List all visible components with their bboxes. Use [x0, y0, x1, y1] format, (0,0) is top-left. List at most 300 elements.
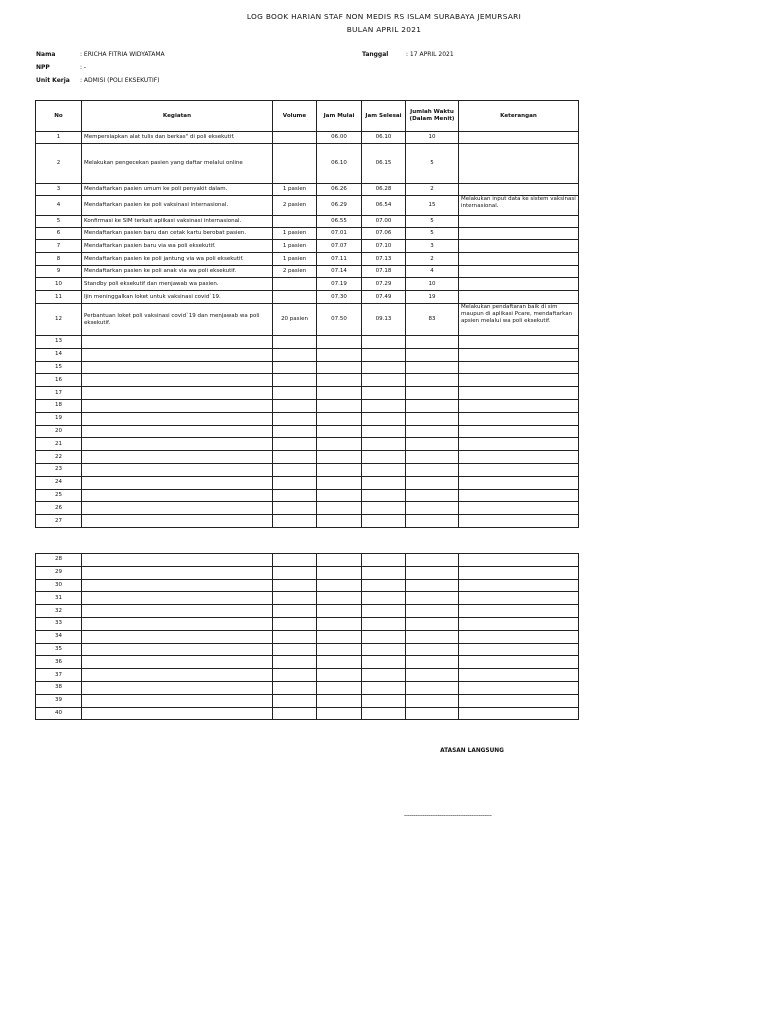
cell-empty — [459, 669, 579, 682]
cell-jam-selesai: 06.15 — [362, 144, 406, 184]
table-row — [36, 144, 579, 184]
cell-jam-mulai: 07.01 — [317, 228, 362, 240]
cell-jumlah-waktu: 15 — [406, 196, 459, 216]
table-row — [36, 451, 579, 464]
cell-empty — [82, 463, 273, 476]
cell-empty — [273, 694, 317, 707]
cell-empty — [406, 643, 459, 656]
cell-empty — [273, 630, 317, 643]
cell-empty — [459, 566, 579, 579]
cell-empty — [459, 656, 579, 669]
cell-empty — [82, 374, 273, 387]
empty-rows-page-2 — [36, 554, 579, 720]
cell-empty — [82, 361, 273, 374]
table-row — [36, 566, 579, 579]
cell-no: 22 — [36, 451, 82, 464]
cell-jam-mulai: 06.26 — [317, 184, 362, 196]
cell-volume — [273, 291, 317, 304]
cell-empty — [362, 438, 406, 451]
cell-jam-selesai: 07.18 — [362, 266, 406, 278]
cell-kegiatan: Mendaftarkan pasien ke poli anak via wa poli eksekutif. — [82, 266, 273, 278]
cell-empty — [317, 387, 362, 400]
table-row — [36, 502, 579, 515]
cell-empty — [406, 412, 459, 425]
cell-empty — [459, 438, 579, 451]
cell-empty — [82, 643, 273, 656]
cell-empty — [82, 438, 273, 451]
cell-kegiatan: Mendaftarkan pasien ke poli vaksinasi internasional. — [82, 196, 273, 216]
table-row — [36, 605, 579, 618]
cell-no: 30 — [36, 579, 82, 592]
cell-empty — [362, 387, 406, 400]
table-row — [36, 361, 579, 374]
table-row — [36, 489, 579, 502]
cell-empty — [406, 502, 459, 515]
cell-empty — [459, 336, 579, 349]
header-jumlah-waktu: Jumlah Waktu (Dalam Menit) — [406, 101, 459, 132]
cell-no: 7 — [36, 240, 82, 253]
cell-no: 21 — [36, 438, 82, 451]
cell-empty — [406, 694, 459, 707]
table-row — [36, 266, 579, 278]
cell-empty — [459, 694, 579, 707]
cell-kegiatan: Standby poli eksekutif dan menjawab wa pasien. — [82, 278, 273, 291]
title-line-1: LOG BOOK HARIAN STAF NON MEDIS RS ISLAM SURABAYA JEMURSARI — [246, 12, 522, 21]
cell-empty — [82, 630, 273, 643]
cell-empty — [273, 566, 317, 579]
cell-empty — [273, 489, 317, 502]
cell-empty — [406, 399, 459, 412]
cell-no: 25 — [36, 489, 82, 502]
cell-no: 10 — [36, 278, 82, 291]
cell-no: 4 — [36, 196, 82, 216]
cell-empty — [82, 476, 273, 489]
cell-empty — [459, 630, 579, 643]
cell-jumlah-waktu: 83 — [406, 304, 459, 336]
cell-empty — [459, 387, 579, 400]
npp-value: : - — [80, 64, 87, 71]
nama-label: Nama — [36, 51, 56, 58]
signature-line: ----------------------------------------------- — [404, 812, 492, 819]
cell-empty — [273, 476, 317, 489]
cell-empty — [459, 579, 579, 592]
cell-empty — [273, 681, 317, 694]
header-keterangan: Keterangan — [459, 101, 579, 132]
cell-keterangan — [459, 278, 579, 291]
cell-keterangan — [459, 266, 579, 278]
cell-empty — [362, 592, 406, 605]
cell-empty — [273, 463, 317, 476]
cell-empty — [273, 669, 317, 682]
cell-jam-mulai: 07.50 — [317, 304, 362, 336]
cell-volume: 2 pasien — [273, 196, 317, 216]
cell-no: 31 — [36, 592, 82, 605]
cell-no: 14 — [36, 348, 82, 361]
cell-jam-mulai: 07.30 — [317, 291, 362, 304]
cell-empty — [317, 361, 362, 374]
cell-empty — [362, 361, 406, 374]
cell-jumlah-waktu: 3 — [406, 240, 459, 253]
cell-kegiatan: Perbantuan loket poli vaksinasi covid`19 dan menjawab wa poli eksekutif. — [82, 304, 273, 336]
cell-empty — [317, 438, 362, 451]
cell-empty — [459, 681, 579, 694]
unit-kerja-value: : ADMISI (POLI EKSEKUTIF) — [80, 77, 160, 84]
table-row — [36, 554, 579, 567]
cell-jumlah-waktu: 10 — [406, 132, 459, 144]
cell-empty — [459, 451, 579, 464]
table-row — [36, 228, 579, 240]
cell-no: 40 — [36, 707, 82, 720]
cell-volume: 1 pasien — [273, 240, 317, 253]
cell-empty — [317, 425, 362, 438]
table-row — [36, 579, 579, 592]
cell-kegiatan: Mempersiapkan alat tulis dan berkas" di poli eksekutif. — [82, 132, 273, 144]
cell-empty — [406, 707, 459, 720]
cell-empty — [273, 412, 317, 425]
cell-no: 38 — [36, 681, 82, 694]
cell-empty — [459, 605, 579, 618]
cell-jam-mulai: 07.14 — [317, 266, 362, 278]
table-row — [36, 399, 579, 412]
cell-empty — [459, 643, 579, 656]
cell-no: 39 — [36, 694, 82, 707]
cell-no: 13 — [36, 336, 82, 349]
cell-empty — [362, 425, 406, 438]
cell-empty — [362, 489, 406, 502]
cell-empty — [317, 566, 362, 579]
table-row — [36, 348, 579, 361]
cell-empty — [362, 502, 406, 515]
cell-empty — [362, 694, 406, 707]
table-row — [36, 304, 579, 336]
cell-empty — [317, 463, 362, 476]
cell-jam-mulai: 07.11 — [317, 253, 362, 266]
cell-keterangan — [459, 144, 579, 184]
table-row — [36, 425, 579, 438]
cell-no: 23 — [36, 463, 82, 476]
cell-jam-selesai: 07.49 — [362, 291, 406, 304]
cell-volume: 1 pasien — [273, 253, 317, 266]
cell-empty — [82, 489, 273, 502]
cell-empty — [273, 502, 317, 515]
cell-keterangan — [459, 216, 579, 228]
cell-no: 2 — [36, 144, 82, 184]
cell-empty — [406, 669, 459, 682]
cell-volume: 2 pasien — [273, 266, 317, 278]
cell-empty — [317, 515, 362, 528]
cell-keterangan — [459, 291, 579, 304]
cell-empty — [82, 694, 273, 707]
cell-keterangan — [459, 253, 579, 266]
cell-empty — [406, 554, 459, 567]
cell-kegiatan: Melakukan pengecekan pasien yang daftar melalui online — [82, 144, 273, 184]
table-row — [36, 132, 579, 144]
cell-empty — [362, 579, 406, 592]
cell-no: 29 — [36, 566, 82, 579]
cell-empty — [82, 387, 273, 400]
cell-empty — [82, 515, 273, 528]
cell-no: 9 — [36, 266, 82, 278]
cell-empty — [406, 336, 459, 349]
cell-empty — [406, 681, 459, 694]
cell-empty — [273, 387, 317, 400]
cell-jam-selesai: 07.10 — [362, 240, 406, 253]
cell-empty — [459, 476, 579, 489]
cell-empty — [362, 566, 406, 579]
cell-empty — [459, 361, 579, 374]
cell-kegiatan: Mendaftarkan pasien baru via wa poli eksekutif. — [82, 240, 273, 253]
cell-jam-mulai: 07.19 — [317, 278, 362, 291]
cell-keterangan — [459, 184, 579, 196]
cell-empty — [273, 374, 317, 387]
cell-empty — [273, 554, 317, 567]
table-row — [36, 278, 579, 291]
cell-no: 28 — [36, 554, 82, 567]
cell-empty — [459, 707, 579, 720]
cell-empty — [82, 336, 273, 349]
cell-empty — [82, 707, 273, 720]
cell-empty — [273, 605, 317, 618]
npp-label: NPP — [36, 64, 50, 71]
header-kegiatan: Kegiatan — [82, 101, 273, 132]
header-jam-mulai: Jam Mulai — [317, 101, 362, 132]
table-row — [36, 438, 579, 451]
cell-empty — [406, 463, 459, 476]
cell-jam-selesai: 06.54 — [362, 196, 406, 216]
cell-jumlah-waktu: 2 — [406, 184, 459, 196]
cell-jumlah-waktu: 5 — [406, 216, 459, 228]
cell-empty — [317, 336, 362, 349]
cell-empty — [459, 412, 579, 425]
cell-empty — [273, 425, 317, 438]
cell-empty — [317, 451, 362, 464]
cell-empty — [406, 425, 459, 438]
cell-empty — [362, 476, 406, 489]
cell-empty — [82, 451, 273, 464]
cell-empty — [362, 630, 406, 643]
cell-empty — [317, 617, 362, 630]
cell-empty — [362, 707, 406, 720]
cell-no: 24 — [36, 476, 82, 489]
cell-empty — [362, 348, 406, 361]
cell-empty — [317, 643, 362, 656]
cell-empty — [82, 592, 273, 605]
cell-no: 36 — [36, 656, 82, 669]
cell-jumlah-waktu: 2 — [406, 253, 459, 266]
table-row — [36, 184, 579, 196]
cell-empty — [406, 605, 459, 618]
cell-no: 34 — [36, 630, 82, 643]
table-row — [36, 669, 579, 682]
cell-no: 35 — [36, 643, 82, 656]
logbook-table-continued — [35, 553, 579, 720]
cell-empty — [82, 348, 273, 361]
cell-empty — [362, 463, 406, 476]
cell-empty — [317, 502, 362, 515]
cell-empty — [406, 348, 459, 361]
cell-empty — [406, 476, 459, 489]
cell-empty — [362, 669, 406, 682]
cell-no: 33 — [36, 617, 82, 630]
logbook-table — [35, 100, 579, 528]
cell-empty — [459, 515, 579, 528]
cell-volume: 1 pasien — [273, 184, 317, 196]
cell-no: 12 — [36, 304, 82, 336]
cell-empty — [317, 348, 362, 361]
cell-empty — [317, 476, 362, 489]
cell-no: 11 — [36, 291, 82, 304]
cell-empty — [82, 579, 273, 592]
cell-keterangan — [459, 228, 579, 240]
cell-empty — [362, 374, 406, 387]
cell-jam-mulai: 06.00 — [317, 132, 362, 144]
cell-empty — [362, 451, 406, 464]
cell-empty — [362, 412, 406, 425]
cell-volume: 1 pasien — [273, 228, 317, 240]
cell-empty — [406, 361, 459, 374]
cell-empty — [459, 489, 579, 502]
table-row — [36, 336, 579, 349]
cell-empty — [459, 554, 579, 567]
empty-rows-page-1 — [36, 336, 579, 528]
cell-keterangan — [459, 240, 579, 253]
cell-jam-selesai: 06.10 — [362, 132, 406, 144]
cell-empty — [317, 694, 362, 707]
cell-empty — [273, 707, 317, 720]
table-row — [36, 694, 579, 707]
cell-empty — [406, 566, 459, 579]
cell-empty — [459, 374, 579, 387]
cell-empty — [317, 412, 362, 425]
cell-empty — [362, 643, 406, 656]
cell-empty — [362, 336, 406, 349]
cell-empty — [82, 412, 273, 425]
cell-volume — [273, 144, 317, 184]
cell-jumlah-waktu: 5 — [406, 144, 459, 184]
cell-jam-selesai: 07.29 — [362, 278, 406, 291]
cell-empty — [273, 515, 317, 528]
table-row — [36, 463, 579, 476]
cell-empty — [317, 374, 362, 387]
cell-jumlah-waktu: 5 — [406, 228, 459, 240]
table-row — [36, 196, 579, 216]
header-jam-selesai: Jam Selesai — [362, 101, 406, 132]
cell-empty — [82, 681, 273, 694]
cell-keterangan: Melakukan pendaftaran baik di sim maupun di aplikasi Pcare, mendaftarkan apsien melalui wa poli eksekutif. — [459, 304, 579, 336]
table-row — [36, 643, 579, 656]
cell-empty — [273, 579, 317, 592]
cell-empty — [317, 605, 362, 618]
cell-jumlah-waktu: 4 — [406, 266, 459, 278]
cell-empty — [362, 681, 406, 694]
cell-kegiatan: Mendaftarkan pasien umum ke poli penyakit dalam. — [82, 184, 273, 196]
cell-jam-mulai: 06.10 — [317, 144, 362, 184]
cell-keterangan — [459, 132, 579, 144]
cell-jam-selesai: 07.13 — [362, 253, 406, 266]
table-row — [36, 656, 579, 669]
table-row — [36, 291, 579, 304]
cell-volume — [273, 132, 317, 144]
cell-no: 3 — [36, 184, 82, 196]
cell-empty — [459, 463, 579, 476]
cell-empty — [317, 489, 362, 502]
cell-empty — [273, 348, 317, 361]
cell-empty — [317, 630, 362, 643]
cell-empty — [362, 515, 406, 528]
cell-no: 19 — [36, 412, 82, 425]
cell-empty — [317, 707, 362, 720]
cell-jam-mulai: 07.07 — [317, 240, 362, 253]
cell-jam-selesai: 07.06 — [362, 228, 406, 240]
title-line-2: BULAN APRIL 2021 — [346, 25, 422, 34]
table-row — [36, 240, 579, 253]
table-row — [36, 592, 579, 605]
cell-empty — [273, 643, 317, 656]
cell-empty — [273, 438, 317, 451]
cell-jam-selesai: 06.28 — [362, 184, 406, 196]
table-row — [36, 707, 579, 720]
cell-no: 20 — [36, 425, 82, 438]
cell-jumlah-waktu: 19 — [406, 291, 459, 304]
cell-empty — [362, 554, 406, 567]
table-row — [36, 253, 579, 266]
cell-no: 32 — [36, 605, 82, 618]
cell-empty — [82, 502, 273, 515]
cell-no: 15 — [36, 361, 82, 374]
cell-no: 17 — [36, 387, 82, 400]
cell-empty — [459, 348, 579, 361]
cell-empty — [406, 387, 459, 400]
table-row — [36, 630, 579, 643]
table-row — [36, 476, 579, 489]
cell-volume — [273, 216, 317, 228]
cell-empty — [273, 361, 317, 374]
cell-empty — [362, 656, 406, 669]
cell-empty — [406, 630, 459, 643]
cell-empty — [82, 656, 273, 669]
cell-empty — [82, 554, 273, 567]
cell-empty — [459, 592, 579, 605]
cell-no: 16 — [36, 374, 82, 387]
tanggal-value: : 17 APRIL 2021 — [406, 51, 454, 58]
cell-empty — [317, 656, 362, 669]
cell-jam-mulai: 06.29 — [317, 196, 362, 216]
table-row — [36, 681, 579, 694]
table-row — [36, 617, 579, 630]
cell-volume — [273, 278, 317, 291]
table-row — [36, 515, 579, 528]
table-row — [36, 374, 579, 387]
cell-empty — [406, 438, 459, 451]
cell-empty — [82, 425, 273, 438]
cell-empty — [406, 592, 459, 605]
cell-empty — [273, 399, 317, 412]
cell-no: 5 — [36, 216, 82, 228]
cell-jam-selesai: 09.13 — [362, 304, 406, 336]
cell-empty — [317, 592, 362, 605]
cell-empty — [82, 617, 273, 630]
cell-empty — [317, 399, 362, 412]
cell-kegiatan: Mendaftarkan pasien baru dan cetak kartu berobat pasien. — [82, 228, 273, 240]
table-row — [36, 412, 579, 425]
cell-empty — [317, 554, 362, 567]
cell-jam-selesai: 07.00 — [362, 216, 406, 228]
cell-empty — [406, 656, 459, 669]
cell-empty — [406, 489, 459, 502]
cell-empty — [273, 592, 317, 605]
atasan-langsung-label: ATASAN LANGSUNG — [440, 748, 504, 754]
cell-empty — [82, 669, 273, 682]
